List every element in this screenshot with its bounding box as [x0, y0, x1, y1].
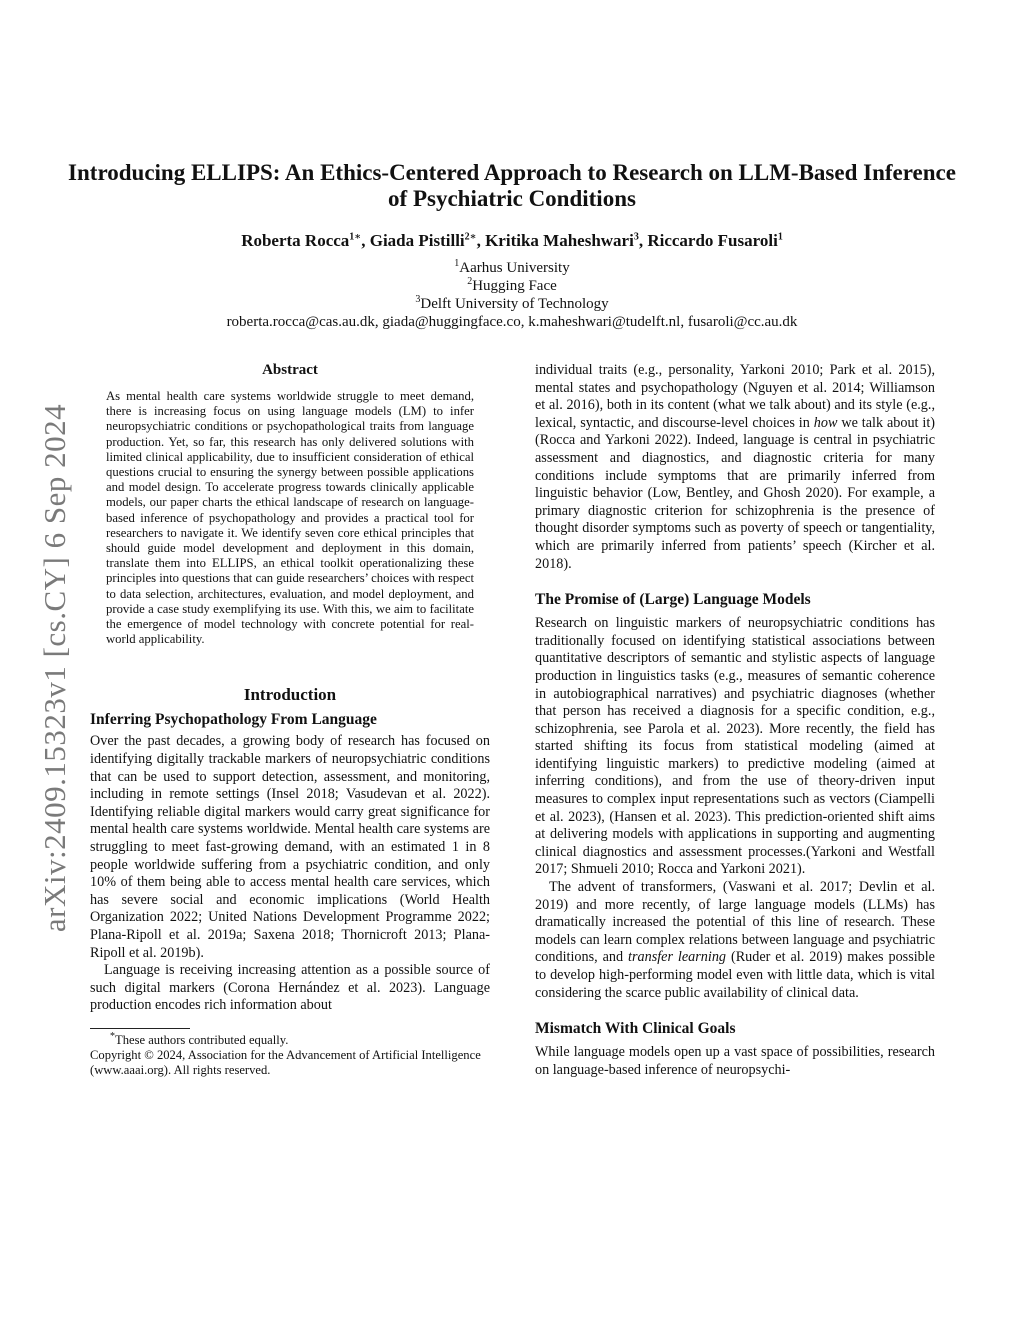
copyright-notice: Copyright © 2024, Association for the Advancement of Artificial Intelligence (www.aaai.org). All rights reserved.: [90, 1047, 481, 1077]
subsection-heading: Inferring Psychopathology From Language: [90, 711, 377, 729]
subsection-heading: The Promise of (Large) Language Models: [535, 591, 811, 609]
section-heading-introduction: Introduction: [243, 685, 337, 705]
author-affiliation-mark: 2∗: [464, 231, 477, 243]
affiliation: $^2$Hugging Face: [467, 276, 557, 294]
author-name: Roberta Rocca: [241, 231, 350, 250]
arxiv-identifier: arXiv:2409.15323v1 [cs.CY] 6 Sep 2024: [37, 403, 72, 933]
subsection-heading: Mismatch With Clinical Goals: [535, 1020, 736, 1038]
author-affiliation-mark: 3: [633, 231, 639, 243]
affiliations: [60, 259, 964, 331]
paper-title: Introducing ELLIPS: An Ethics-Centered Approach to Research on LLM-Based Inference of Psychiatric Conditions: [68, 160, 956, 211]
right-column: [535, 362, 935, 1079]
author-name: Kritika Maheshwari: [485, 231, 634, 250]
left-column: [90, 362, 490, 1078]
paragraph: Research on linguistic markers of neuropsychiatric conditions has traditionally focused on identifying statistical associations between quantitative descriptors of semantic and stylistic aspects of language production in linguistics tasks (e.g., measures of semantic coherence in autobiographical narratives) and psychiatric diagnoses (whether that person has received a diagnosis for a specific condition, e.g., schizophrenia, see Parola et al. 2023). More recently, the field has started shifting its focus from statistical modeling (aimed at identifying linguistic markers) to predictive modeling (aimed at inferring conditions), and from the use of theory-driven input measures to complex input representations such as vectors (Ciampelli et al. 2023), (Hansen et al. 2023). This prediction-oriented shift aims at delivering models with applications in supporting and augmenting clinical diagnostics and assessment processes.(Yarkoni and Westfall 2017; Shmueli 2010; Rocca and Yarkoni 2021).: [535, 615, 935, 878]
paragraph: While language models open up a vast space of possibilities, research on language-based inference of neuropsychi-: [535, 1044, 935, 1078]
author-name: Riccardo Fusaroli: [647, 231, 778, 250]
author-list: Roberta Rocca$^{1∗}$, Giada Pistilli$^{2∗}$, Kritika Maheshwari$^3$, Riccardo Fusaroli$^1$: [241, 231, 783, 250]
paragraph: The advent of transformers, (Vaswani et al. 2017; Devlin et al. 2019) and more recently, of large language models (LLMs) has dramatically increased the potential of this line of research. These models can learn complex relations between language and psychiatric conditions, and transfer learning (Ruder et al. 2019) makes possible to develop high-performing model even with little data, which is vital considering the scarce public availability of clinical data.: [535, 879, 935, 1001]
abstract-text: As mental health care systems worldwide struggle to meet demand, there is increasing focus on using language models (LM) to infer neuropsychiatric conditions or psychopathological traits from language production. Yet, so far, this research has only delivered solutions with limited clinical applicability, due to insufficient consideration of ethical questions crucial to ensuring the synergy between possible applications and model design. To accelerate progress towards clinically applicable models, our paper charts the ethical landscape of research on language-based inference of psychopathology and provides a practical tool for researchers to navigate it. We identify seven core ethical principles that should guide model development and deployment in this domain, translate them into ELLIPS, an ethical toolkit operationalizing these principles into questions that can guide researchers’ choices with respect to data selection, architectures, evaluation, and model deployment, and provide a case study exemplifying its use. With this, we aim to facilitate the emergence of model technology with concrete potential for real-world applicability.: [106, 389, 474, 647]
paragraph: Over the past decades, a growing body of research has focused on identifying digitally trackable markers of neuropsychiatric conditions that can be used to support detection, assessment, and monitoring, including in remote settings (Insel 2018; Vasudevan et al. 2022). Identifying reliable digital markers would carry great significance for mental health care systems worldwide. Mental health care systems are struggling to meet fast-growing demand, with an estimated 1 in 8 people worldwide suffering from a psychiatric condition, and only 10% of them being able to access mental health care services, which has severe social and economic implications (World Health Organization 2022; United Nations Development Programme 2022; Plana-Ripoll et al. 2019a; Saxena 2018; Thornicroft 2013; Plana-Ripoll et al. 2019b).: [90, 733, 490, 961]
author-name: Giada Pistilli: [369, 231, 465, 250]
author-affiliation-mark: 1: [777, 231, 783, 243]
paragraph: individual traits (e.g., personality, Yarkoni 2010; Park et al. 2015), mental states and psychopathology (Nguyen et al. 2014; Williamson et al. 2016), both in its content (what we talk about) and its style (e.g., lexical, syntactic, and discourse-level choices in how we talk about it) (Rocca and Yarkoni 2022). Indeed, language is central in psychiatric assessment and diagnostics, and diagnostic criteria for many conditions include symptoms that are primarily inferred from linguistic behavior (Low, Bentley, and Ghosh 2020). For example, a primary diagnostic criterion for schizophrenia is the presence of thought disorder symptoms such as poverty of speech or tangentiality, which are primarily inferred from patients’ speech (Kircher et al. 2018).: [535, 362, 935, 572]
footnote-divider: [90, 1028, 190, 1029]
author-affiliation-mark: 1∗: [349, 231, 362, 243]
abstract-heading: Abstract: [262, 362, 318, 378]
paragraph: Language is receiving increasing attention as a possible source of such digital markers (Corona Hernández et al. 2023). Language production encodes rich information about: [90, 962, 490, 1014]
author-emails: roberta.rocca@cas.au.dk, giada@huggingface.co, k.maheshwari@tudelft.nl, fusaroli@cc.au.dk: [226, 314, 798, 330]
affiliation: $^3$Delft University of Technology: [415, 294, 609, 312]
footnote-equal-contribution: *These authors contributed equally.: [110, 1030, 289, 1047]
affiliation: $^1$Aarhus University: [454, 258, 570, 276]
